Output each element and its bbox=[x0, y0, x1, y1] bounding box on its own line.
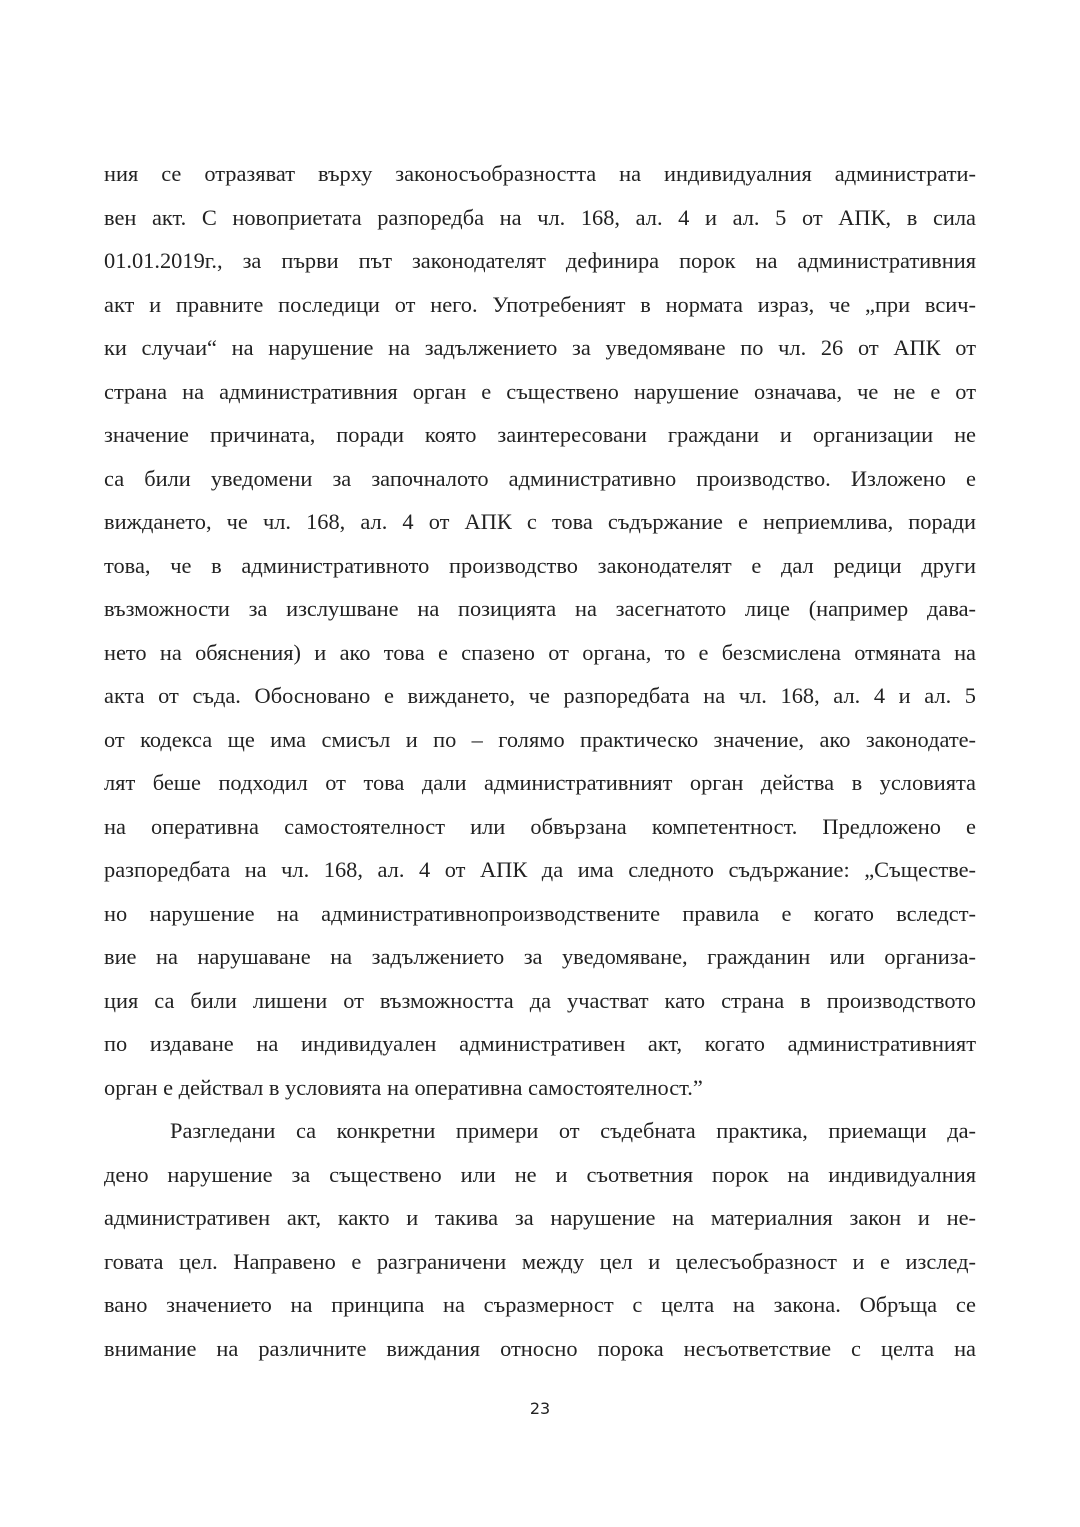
text-line: внимание на различните виждания относно порока несъответствие с целта на bbox=[104, 1335, 976, 1361]
text-line: значение причината, поради която заинтересовани граждани и организации не bbox=[104, 422, 976, 447]
text-line: Разгледани са конкретни примери от съдебната практика, приемащи да- bbox=[170, 1118, 976, 1143]
page-number: 23 bbox=[529, 1399, 551, 1418]
text-line: нето на обяснения) и ако това е спазено от органа, то е безсмислена отмяната на bbox=[104, 639, 976, 665]
text-line: това, че в административното производство законодателят е дал редици други bbox=[104, 552, 976, 578]
text-line: лят беше подходил от това дали административният орган действа в условията bbox=[104, 770, 976, 795]
text-line: но нарушение на административнопроизводствените правила е когато вследст- bbox=[104, 900, 976, 926]
text-line: вано значението на принципа на съразмерност с целта на закона. Обръща се bbox=[104, 1292, 976, 1317]
text-line: възможности за изслушване на позицията на засегнатото лице (например дава- bbox=[104, 596, 976, 621]
text-line: говата цел. Направено е разграничени между цел и целесъобразност и е изслед- bbox=[104, 1248, 976, 1274]
text-line: на оперативна самостоятелност или обвързана компетентност. Предложено е bbox=[104, 813, 976, 839]
text-line: от кодекса ще има смисъл и по – голямо практическо значение, ако законодате- bbox=[104, 726, 976, 752]
text-line: 01.01.2019г., за първи път законодателят дефинира порок на административния bbox=[104, 248, 976, 273]
text-line: страна на административния орган е съществено нарушение означава, че не е от bbox=[104, 378, 976, 404]
text-line: са били уведомени за започналото административно производство. Изложено е bbox=[104, 465, 976, 491]
text-line: ния се отразяват върху законосъобразността на индивидуалния администрати- bbox=[104, 161, 976, 186]
paragraph-2 bbox=[104, 1109, 976, 1370]
text-line: по издаване на индивидуален административен акт, когато административният bbox=[104, 1031, 976, 1056]
body-text bbox=[104, 152, 976, 1370]
text-line: вие на нарушаване на задължението за уведомяване, гражданин или организа- bbox=[104, 944, 976, 969]
text-line: орган е действал в условията на оперативна самостоятелност.” bbox=[104, 1074, 703, 1100]
paragraph-1 bbox=[104, 152, 976, 1109]
text-line: ция са били лишени от възможността да участват като страна в производството bbox=[104, 987, 976, 1013]
text-line: виждането, че чл. 168, ал. 4 от АПК с това съдържание е неприемлива, поради bbox=[104, 509, 976, 534]
text-line: акта от съда. Обосновано е виждането, че разпоредбата на чл. 168, ал. 4 и ал. 5 bbox=[104, 683, 976, 708]
text-line: вен акт. С новоприетата разпоредба на чл. 168, ал. 4 и ал. 5 от АПК, в сила bbox=[104, 204, 976, 230]
text-line: акт и правните последици от него. Употребеният в нормата израз, че „при всич- bbox=[104, 291, 976, 317]
text-line: ки случаи“ на нарушение на задължението за уведомяване по чл. 26 от АПК от bbox=[104, 335, 976, 360]
text-line: административен акт, както и такива за нарушение на материалния закон и не- bbox=[104, 1205, 976, 1230]
text-line: разпоредбата на чл. 168, ал. 4 от АПК да има следното съдържание: „Съществе- bbox=[104, 857, 976, 882]
text-line: дено нарушение за съществено или не и съответния порок на индивидуалния bbox=[104, 1161, 976, 1187]
